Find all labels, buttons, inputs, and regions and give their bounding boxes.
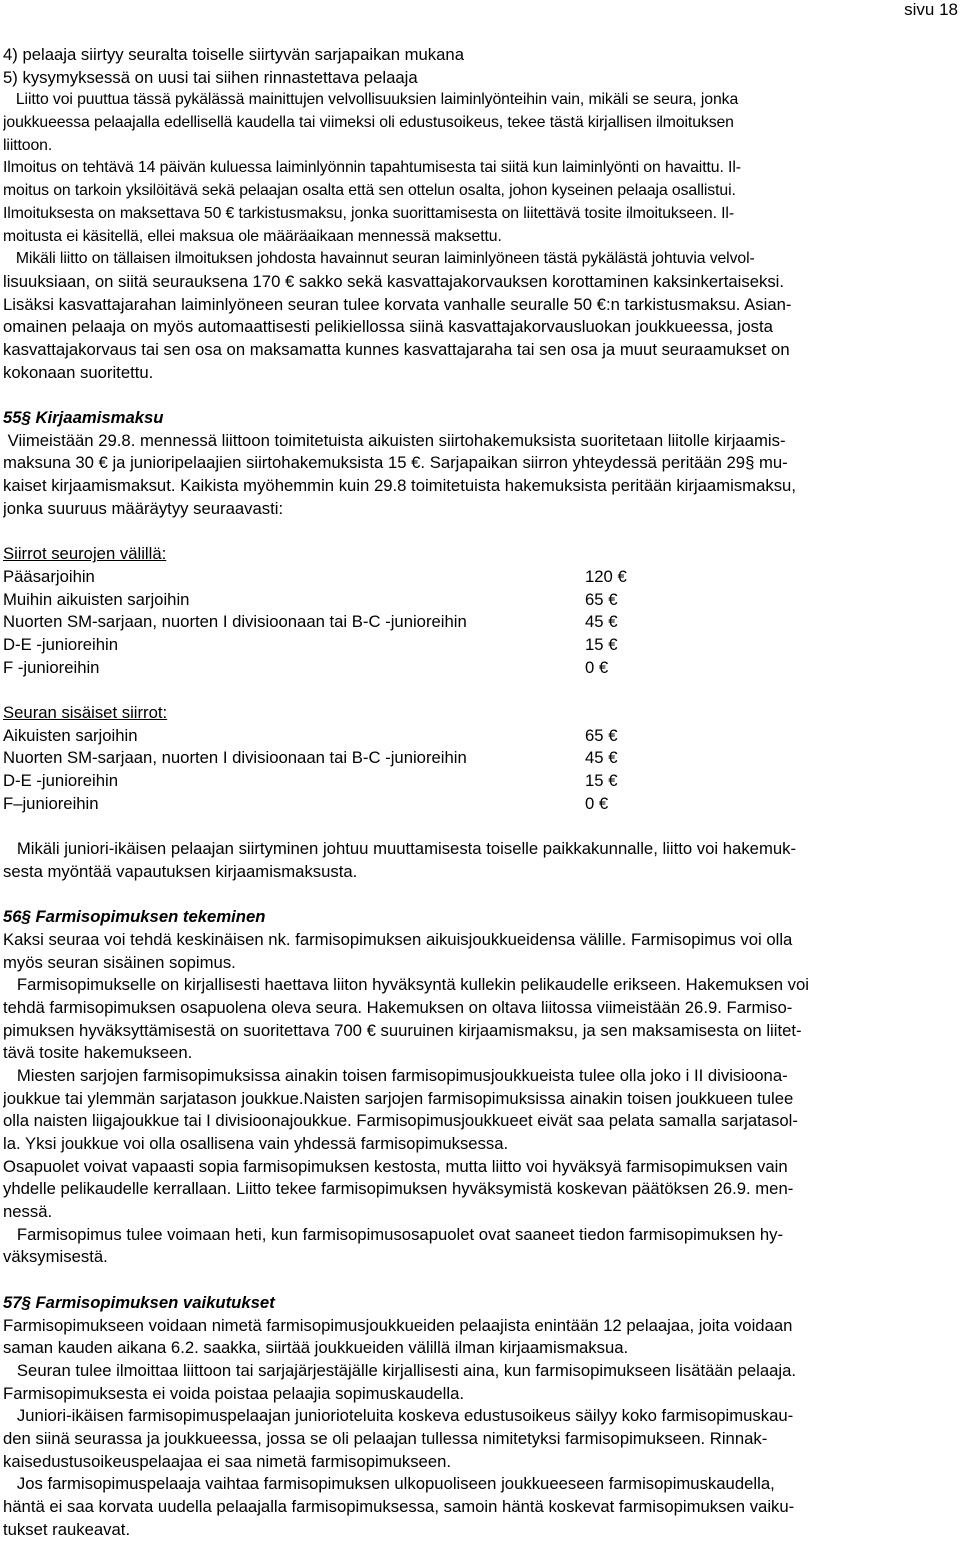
text-line: Mikäli liitto on tällaisen ilmoituksen johdosta havainnut seuran laiminlyöneen tästä pykälästä johtuvia velvol- [3,250,755,268]
text-line: Kaksi seuraa voi tehdä keskinäisen nk. farmisopimuksen aikuisjoukkueidensa välille. Farmisopimus voi olla [3,929,793,949]
fee-label: F -junioreihin [3,657,100,677]
text-line: tehdä farmisopimuksen osapuolena oleva seura. Hakemuksen on oltava liitossa viimeistään 26.9. Farmiso- [3,997,793,1017]
fee-amount: 65 € [585,725,618,745]
text-line: Ilmoitus on tehtävä 14 päivän kuluessa laiminlyönnin tapahtumisesta tai siitä kun laiminlyönti on havaittu. Il- [3,159,741,177]
fee-amount: 0 € [585,793,609,813]
text-line: olla naisten liigajoukkue tai I divisioonajoukkue. Farmisopimusjoukkueet eivät saa pelata samalla sarjatasol- [3,1111,798,1131]
text-line: kasvattajakorvaus tai sen osa on maksamatta kunnes kasvattajaraha tai sen osa ja muut seuraamukset on [3,339,790,359]
fee-row [3,657,958,680]
text-line: häntä ei saa korvata uudella pelaajalla farmisopimuksessa, samoin häntä koskevat farmisopimuksen vaiku- [3,1497,795,1516]
text-line: moitus on tarkoin yksilöitävä sekä pelaajan osalta että sen ottelun osalta, johon kyseinen pelaaja osallistui. [3,182,736,200]
text-line: pimuksen hyväksyttämisestä on suoritettava 700 € suuruinen kirjaamismaksu, ja sen maksamisesta on liitet- [3,1020,802,1040]
text-line: tävä tosite hakemukseen. [3,1043,193,1063]
fee-row [3,725,958,748]
text-line: Lisäksi kasvattajarahan laiminlyöneen seuran tulee korvata vanhalle seuralle 50 €:n tarkistusmaksu. Asian- [3,294,792,314]
fee-row [3,747,958,770]
fee-amount: 45 € [585,748,618,768]
intro-paragraphs [3,44,958,384]
text-line: Jos farmisopimuspelaaja vaihtaa farmisopimuksen ulkopuoliseen joukkueeseen farmisopimuskaudella, [3,1474,775,1494]
text-line: liittoon. [3,136,53,154]
fee-label: F–junioreihin [3,793,99,813]
fee-label: Aikuisten sarjoihin [3,725,138,745]
fee-table-title: Siirrot seurojen välillä: [3,544,167,564]
text-line: Ilmoituksesta on maksettava 50 € tarkistusmaksu, jonka suorittamisesta on liitettävä tosite ilmoitukseen. Il- [3,204,734,222]
text-line: moitusta ei käsitellä, ellei maksua ole määräaikaan mennessä maksettu. [3,227,502,245]
fee-table-within-club [3,702,958,815]
text-line: tukset raukeavat. [3,1519,131,1539]
fee-amount: 15 € [585,771,618,790]
text-line: joukkueessa pelaajalla edellisellä kaudella tai viimeksi oli edustusoikeus, tekee tästä kirjallisen ilmoituksen [3,114,734,132]
text-line: maksuna 30 € ja junioripelaajien siirtohakemuksista 15 €. Sarjapaikan siirron yhteydessä peritään 29§ mu- [3,453,788,473]
fee-table-title: Seuran sisäiset siirrot: [3,702,168,722]
text-line: Mikäli juniori-ikäisen pelaajan siirtyminen johtuu muuttamisesta toiselle paikkakunnalle, liitto voi hakemuk- [3,839,797,859]
fee-label: D-E -junioreihin [3,771,119,790]
fee-label: Pääsarjoihin [3,566,95,586]
text-line: Juniori-ikäisen farmisopimuspelaajan juniorioteluita koskeva edustusoikeus säilyy koko farmisopimuskau- [3,1406,794,1426]
text-line: myös seuran sisäinen sopimus. [3,952,236,972]
text-line: Osapuolet voivat vapaasti sopia farmisopimuksen kestosta, mutta liitto voi hyväksyä farmisopimuksen vain [3,1156,788,1176]
text-line: lisuuksiaan, on siitä seurauksena 170 € sakko sekä kasvattajakorvauksen korottaminen kaksinkertaiseksi. [3,271,785,291]
text-line: la. Yksi joukkue voi olla osallisena vain yhdessä farmisopimuksessa. [3,1134,509,1153]
section-55 [3,407,958,883]
fee-amount: 15 € [585,634,618,654]
fee-row [3,793,958,816]
document-body [3,44,958,1541]
fee-table-between-clubs [3,543,958,679]
text-line: Farmisopimukselle on kirjallisesti haettava liiton hyväksyntä kullekin pelikaudelle erikseen. Hakemuksen voi [3,975,810,995]
fee-row [3,611,958,634]
fee-label: Nuorten SM-sarjaan, nuorten I divisioonaan tai B-C -junioreihin [3,748,467,768]
text-line: nessä. [3,1202,53,1222]
text-line: Farmisopimukseen voidaan nimetä farmisopimusjoukkueiden pelaajista enintään 12 pelaajaa, joita voidaan [3,1315,793,1335]
text-line: den siinä seurassa ja joukkueessa, jossa se oli pelaajan tullessa nimitetyksi farmisopimukseen. Rinnak- [3,1428,768,1448]
fee-amount: 45 € [585,612,618,632]
text-line: jonka suuruus määräytyy seuraavasti: [3,498,284,518]
text-line: väksymisestä. [3,1247,108,1267]
fee-row [3,770,958,793]
text-line: kokonaan suoritettu. [3,362,154,382]
text-line: Seuran tulee ilmoittaa liittoon tai sarjajärjestäjälle kirjallisesti aina, kun farmisopimukseen lisätään pelaaja. [3,1360,797,1380]
fee-amount: 65 € [585,589,618,609]
text-line: yhdelle pelikaudelle kerrallaan. Liitto tekee farmisopimuksen hyväksymistä koskevan päätöksen 26.9. men- [3,1179,794,1199]
page-number: sivu 18 [904,0,958,19]
text-line: sesta myöntää vapautuksen kirjaamismaksusta. [3,861,358,881]
text-line: kaisedustusoikeuspelaajaa ei saa nimetä farmisopimukseen. [3,1451,452,1471]
text-line: 5) kysymyksessä on uusi tai siihen rinnastettava pelaaja [3,67,418,87]
section-heading: 55§ Kirjaamismaksu [3,408,164,427]
text-line: Farmisopimus tulee voimaan heti, kun farmisopimusosapuolet ovat saaneet tiedon farmisopimuksen hy- [3,1224,784,1244]
fee-label: D-E -junioreihin [3,634,119,654]
fee-row [3,566,958,589]
text-line: Liitto voi puuttua tässä pykälässä mainittujen velvollisuuksien laiminlyönteihin vain, mikäli se seura, jonka [3,91,739,109]
section-56 [3,906,958,1269]
text-line: kaiset kirjaamismaksut. Kaikista myöhemmin kuin 29.8 toimitetuista hakemuksista peritään kirjaamismaksu, [3,476,796,496]
fee-amount: 0 € [585,657,609,677]
section-heading: 56§ Farmisopimuksen tekeminen [3,907,266,927]
text-line: Farmisopimuksesta ei voida poistaa pelaajia sopimuskaudella. [3,1383,465,1403]
fee-label: Nuorten SM-sarjaan, nuorten I divisioonaan tai B-C -junioreihin [3,612,467,632]
fee-row [3,589,958,612]
text-line: 4) pelaaja siirtyy seuralta toiselle siirtyvän sarjapaikan mukana [3,45,464,64]
section-heading: 57§ Farmisopimuksen vaikutukset [3,1292,275,1312]
text-line: saman kauden aikana 6.2. saakka, siirtää joukkueiden välillä ilman kirjaamismaksua. [3,1338,629,1358]
text-line: Miesten sarjojen farmisopimuksissa ainakin toisen farmisopimusjoukkueista tulee olla joko i II divisioona- [3,1065,788,1085]
section-57 [3,1292,958,1542]
text-line: omainen pelaaja on myös automaattisesti pelikiellossa siinä kasvattajakorvausluokan joukkueessa, josta [3,317,773,337]
text-line: Viimeistään 29.8. mennessä liittoon toimitetuista aikuisten siirtohakemuksista suoritetaan liitolle kirjaamis- [3,430,786,450]
fee-row [3,634,958,657]
fee-label: Muihin aikuisten sarjoihin [3,589,190,609]
fee-amount: 120 € [585,566,627,586]
text-line: joukkue tai ylemmän sarjatason joukkue.Naisten sarjojen farmisopimuksissa ainakin toisen joukkueen tulee [3,1088,794,1108]
